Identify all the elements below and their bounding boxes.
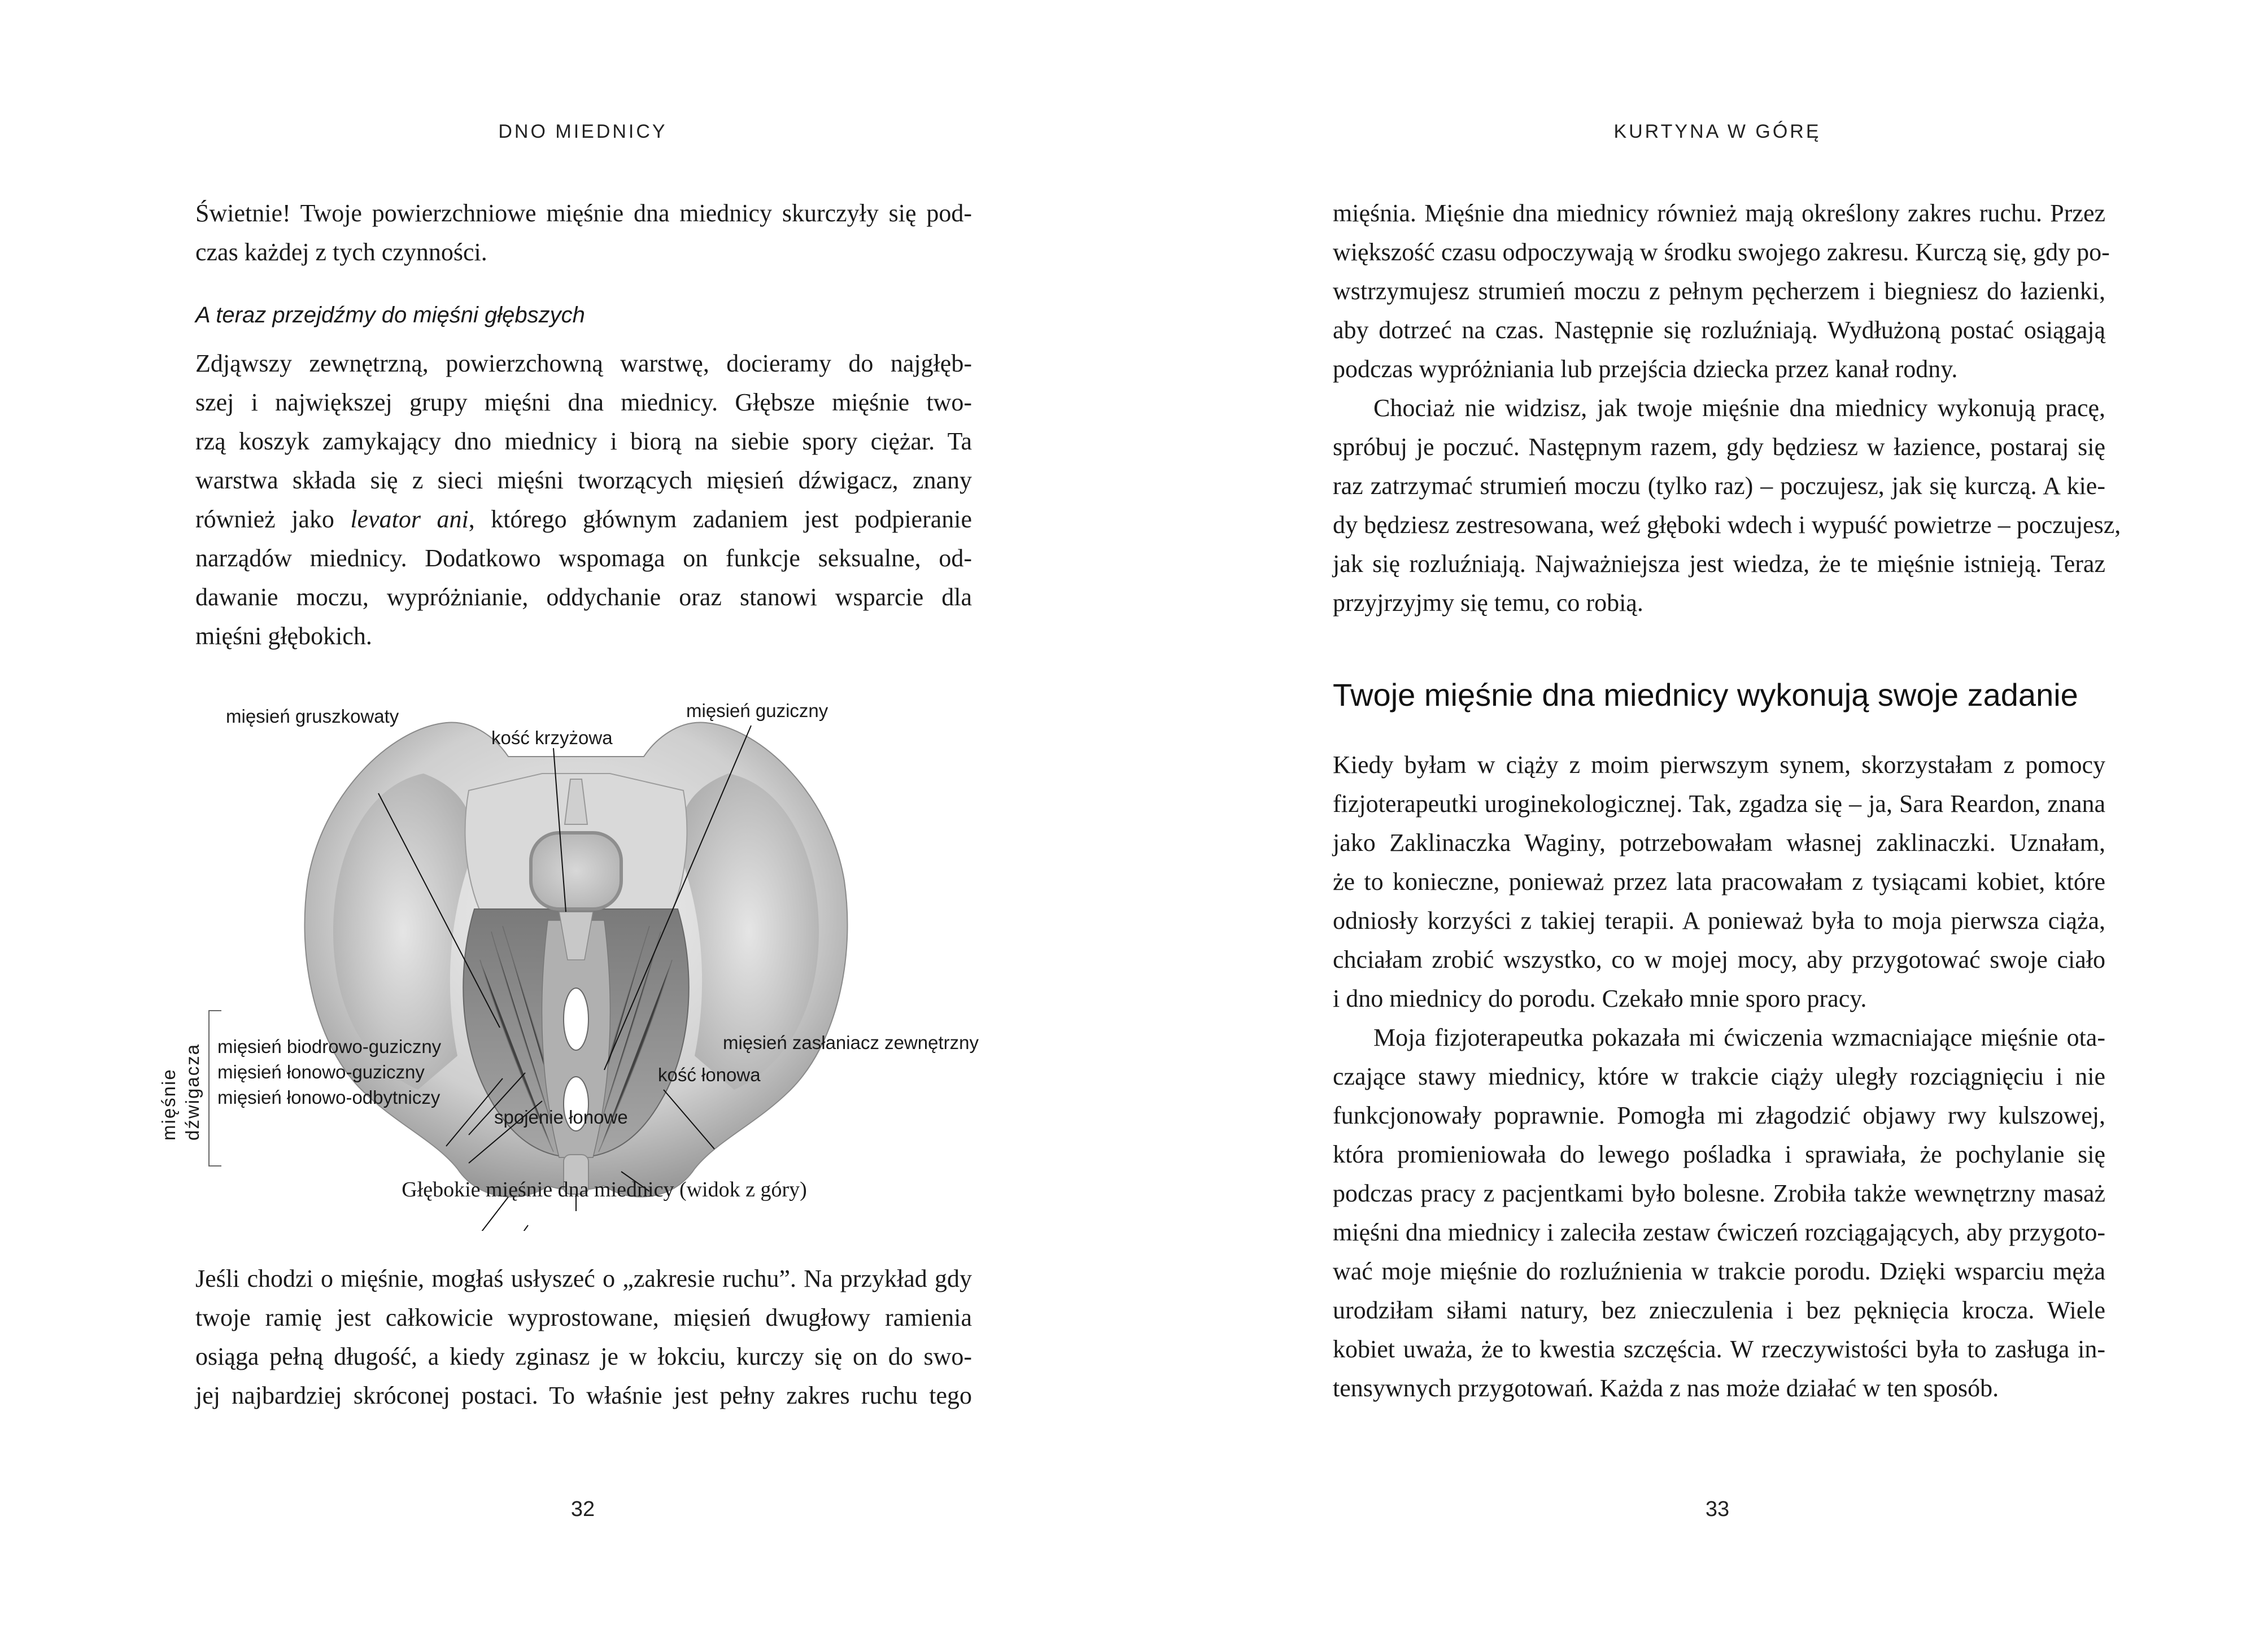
text-line: jak się rozluźniają. Najważniejsza jest wiedza, że te mięśnie istnieją. Teraz [1333, 550, 2105, 578]
label-pubococcygeus: mięsień łonowo-guziczny [217, 1061, 425, 1082]
text-line: podczas wypróżniania lub przejścia dziecka przez kanał rodny. [1333, 355, 1958, 383]
text-line: funkcjonowały poprawnie. Pomogła mi złagodzić objawy rwy kulszowej, [1333, 1102, 2105, 1129]
text-line: większość czasu odpoczywają w środku swojego zakresu. Kurczą się, gdy po- [1333, 238, 2110, 266]
page-number-right: 33 [1705, 1497, 1730, 1521]
label-sacrum: kość krzyżowa [491, 727, 613, 748]
label-piriformis: mięsień gruszkowaty [226, 706, 399, 727]
running-head-right: KURTYNA W GÓRĘ [1613, 121, 1821, 142]
range-of-motion-paragraph [195, 1259, 972, 1415]
text-line: mięśnia. Mięśnie dna miednicy również mają określony zakres ruchu. Przez [1333, 199, 2105, 227]
text-line: kobiet uważa, że to kwestia szczęścia. W rzeczywistości była to zasługa in- [1333, 1335, 2105, 1363]
label-levator-group-line2: dźwigacza [182, 1043, 203, 1141]
text-fragment: , którego głównym zadaniem jest podpieranie [468, 505, 972, 533]
right-page [1134, 0, 2268, 1634]
text-line: która promieniowała do lewego pośladka i sprawiała, że pochylanie się [1333, 1141, 2105, 1168]
text-line: wstrzymujesz strumień moczu z pełnym pęcherzem i biegniesz do łazienki, [1333, 277, 2105, 305]
deep-muscles-paragraph [195, 344, 972, 656]
text-line: raz zatrzymać strumień moczu (tylko raz) – poczujesz, jak się kurczą. A kie- [1333, 472, 2105, 500]
personal-story-paragraph [1333, 745, 2105, 1408]
text-fragment: również jako [195, 505, 351, 533]
rectal-opening [564, 988, 588, 1050]
text-line: tensywnych przygotowań. Każda z nas może działać w ten sposób. [1333, 1374, 1999, 1402]
subheading-deep-muscles: A teraz przejdźmy do mięśni głębszych [195, 303, 585, 327]
text-line: mięśni głębokich. [195, 622, 372, 650]
label-coccygeus: mięsień guziczny [686, 700, 828, 721]
label-pubic-symphysis: spojenie łonowe [494, 1107, 628, 1128]
text-line: osiąga pełną długość, a kiedy zginasz je w łokciu, kurczy się on do swo- [195, 1343, 972, 1370]
pelvis-illustration [152, 694, 1056, 1231]
text-line: czas każdej z tych czynności. [195, 238, 487, 266]
text-line-levator [195, 500, 972, 539]
text-line: odniosły korzyści z takiej terapii. A ponieważ była to moja pierwsza ciąża, [1333, 907, 2105, 934]
intro-paragraph [195, 194, 972, 272]
figure-caption: Głębokie mięśnie dna miednicy (widok z góry) [402, 1178, 807, 1202]
text-line: jako Zaklinaczka Waginy, potrzebowałam własnej zaklinaczki. Uznałam, [1333, 829, 2105, 857]
text-line: Zdjąwszy zewnętrzną, powierzchowną warstwę, docieramy do najgłęb- [195, 349, 972, 377]
text-line: dawanie moczu, wypróżnianie, oddychanie oraz stanowi wsparcie dla [195, 583, 972, 611]
text-line: fizjoterapeutki uroginekologicznej. Tak, zgadza się – ja, Sara Reardon, znana [1333, 790, 2105, 818]
page-number-left: 32 [570, 1497, 595, 1521]
label-obturator-externus: mięsień zasłaniacz zewnętrzny [723, 1032, 979, 1053]
text-line: Chociaż nie widzisz, jak twoje mięśnie dna miednicy wykonują pracę, [1373, 394, 2105, 422]
label-iliococcygeus: mięsień biodrowo-guziczny [217, 1036, 442, 1057]
text-line: i dno miednicy do porodu. Czekało mnie sporo pracy. [1333, 985, 1867, 1012]
text-line: warstwa składa się z sieci mięśni tworzących mięsień dźwigacz, znany [195, 466, 972, 494]
text-line: spróbuj je poczuć. Następnym razem, gdy będziesz w łazience, postaraj się [1333, 433, 2105, 461]
label-levator-group-line1: mięśnie [158, 1068, 179, 1141]
text-line: dy będziesz zestresowana, weź głęboki wdech i wypuść powietrze – poczujesz, [1333, 511, 2121, 539]
latin-term: levator ani [350, 505, 469, 533]
text-line: twoje ramię jest całkowicie wyprostowane, mięsień dwugłowy ramienia [195, 1304, 972, 1331]
text-line: rzą koszyk zamykający dno miednicy i biorą na siebie spory ciężar. Ta [195, 427, 972, 455]
text-line: narządów miednicy. Dodatkowo wspomaga on funkcje seksualne, od- [195, 544, 972, 572]
text-line: Moja fizjoterapeutka pokazała mi ćwiczenia wzmacniające mięśnie ota- [1373, 1024, 2105, 1051]
text-line: aby dotrzeć na czas. Następnie się rozluźniają. Wydłużoną postać osiągają [1333, 316, 2105, 344]
text-line: urodziłam siłami natury, bez znieczulenia i bez pęknięcia krocza. Wiele [1333, 1296, 2105, 1324]
text-line: szej i największej grupy mięśni dna miednicy. Głębsze mięśnie two- [195, 388, 972, 416]
text-line: że to konieczne, ponieważ przez lata pracowałam z tysiącami kobiet, które [1333, 868, 2105, 895]
range-continued-paragraph [1333, 194, 2121, 622]
text-line: wać moje mięśnie do rozluźnienia w trakcie porodu. Dzięki wsparciu męża [1333, 1257, 2105, 1285]
running-head-left: DNO MIEDNICY [498, 121, 668, 142]
sacrum-body [531, 833, 621, 909]
text-line: mięśni dna miednicy i zaleciła zestaw ćwiczeń rozciągających, aby przygoto- [1333, 1218, 2105, 1246]
text-line: przyjrzyjmy się temu, co robią. [1333, 589, 1643, 617]
text-line: chciałam zrobić wszystko, co w mojej mocy, aby przygotować swoje ciało [1333, 946, 2105, 973]
text-line: jej najbardziej skróconej postaci. To właśnie jest pełny zakres ruchu tego [195, 1382, 972, 1409]
text-line: podczas pracy z pacjentkami było bolesne. Zrobiła także wewnętrzny masaż [1333, 1179, 2105, 1207]
text-line: Jeśli chodzi o mięśnie, mogłaś usłyszeć o „zakresie ruchu”. Na przykład gdy [195, 1265, 972, 1292]
pelvic-floor-figure [152, 694, 1056, 1231]
section-heading: Twoje mięśnie dna miednicy wykonują swoje zadanie [1333, 677, 2078, 713]
label-pubic-bone: kość łonowa [658, 1064, 761, 1085]
text-line: Kiedy byłam w ciąży z moim pierwszym synem, skorzystałam z pomocy [1333, 751, 2105, 779]
text-line: czające stawy miednicy, które w trakcie ciąży uległy rozciągnięciu i nie [1333, 1063, 2105, 1090]
text-line: Świetnie! Twoje powierzchniowe mięśnie dna miednicy skurczyły się pod- [195, 199, 972, 227]
label-puborectalis: mięsień łonowo-odbytniczy [217, 1087, 440, 1108]
